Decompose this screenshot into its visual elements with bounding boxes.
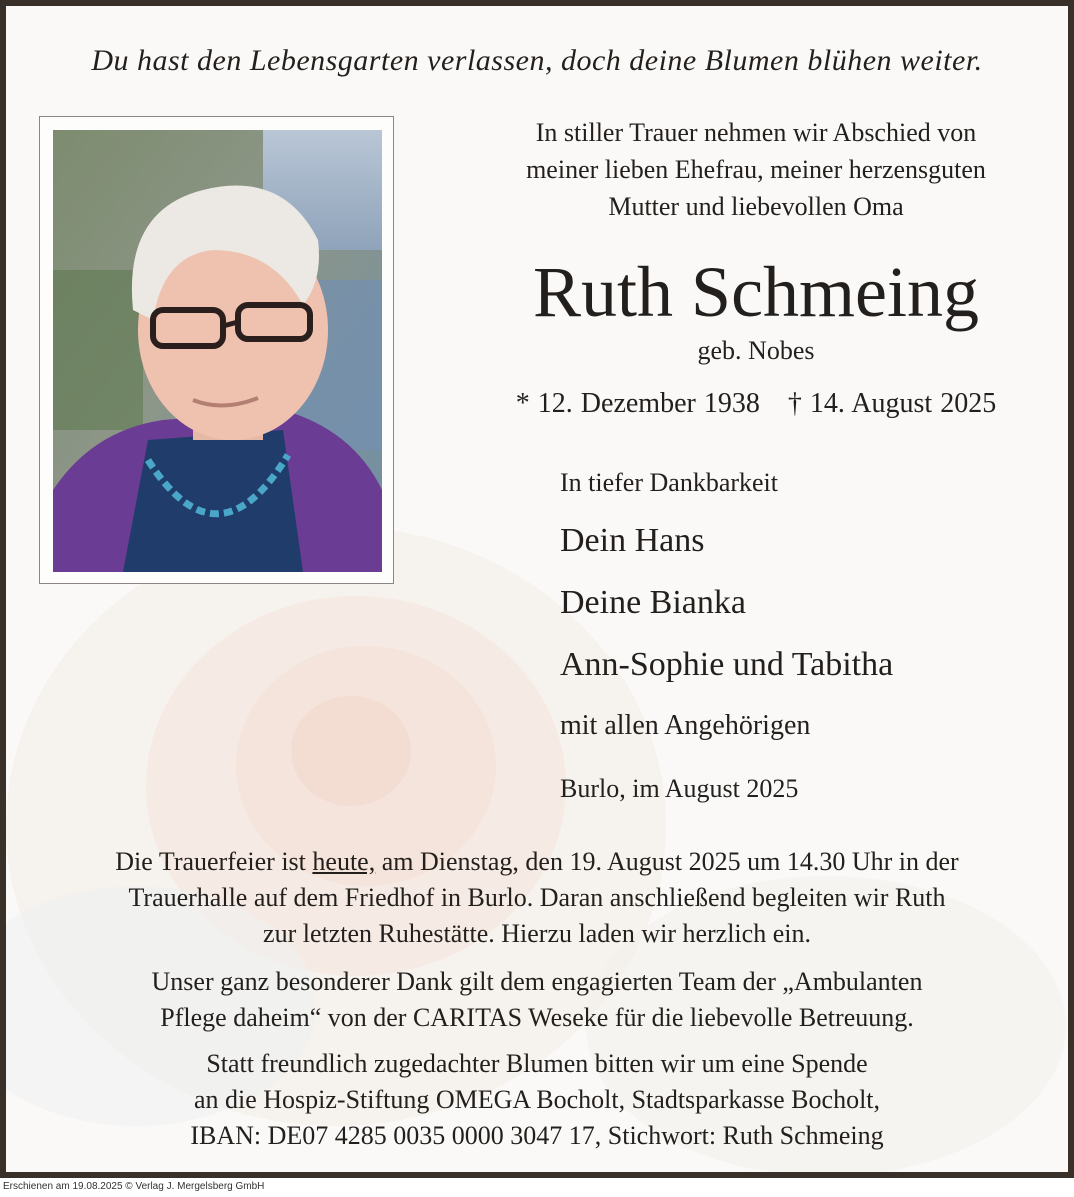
mourner-name: Deine Bianka: [560, 584, 746, 621]
funeral-line: zur letzten Ruhestätte. Hierzu laden wir herzlich ein.: [263, 919, 811, 948]
donation-note: [6, 1046, 1068, 1154]
funeral-line: Trauerhalle auf dem Friedhof in Burlo. Daran anschließend begleiten wir Ruth: [128, 883, 946, 912]
funeral-line1-rest: am Dienstag, den 19. August 2025 um 14.30 Uhr in der: [375, 847, 959, 876]
place-date: Burlo, im August 2025: [560, 774, 799, 803]
funeral-info: [6, 844, 1068, 952]
funeral-today: heute,: [312, 847, 376, 876]
funeral-lead: Die Trauerfeier ist: [115, 847, 313, 876]
gratitude-line: Pflege daheim“ von der CARITAS Weseke für die liebevolle Betreuung.: [160, 1003, 914, 1032]
donation-line: IBAN: DE07 4285 0035 0000 3047 17, Stichwort: Ruth Schmeing: [190, 1121, 884, 1150]
mourner-name: Ann-Sophie und Tabitha: [560, 646, 894, 683]
life-dates: [456, 388, 1056, 420]
birth-name: geb. Nobes: [697, 336, 815, 365]
intro-line: Mutter und liebevollen Oma: [608, 192, 904, 221]
other-relatives: mit allen Angehörigen: [560, 710, 811, 741]
donation-line: Statt freundlich zugedachter Blumen bitten wir um eine Spende: [206, 1049, 868, 1078]
birth-date: * 12. Dezember 1938: [515, 388, 760, 419]
deceased-name: Ruth Schmeing: [533, 252, 979, 332]
portrait-photo: [53, 130, 382, 572]
motto: Du hast den Lebensgarten verlassen, doch deine Blumen blühen weiter.: [91, 44, 983, 77]
thanks-line: In tiefer Dankbarkeit: [560, 468, 779, 497]
intro-line: In stiller Trauer nehmen wir Abschied von: [535, 118, 977, 147]
mourner-name: Dein Hans: [560, 522, 705, 559]
intro-text: [456, 114, 1056, 225]
portrait-frame: [39, 116, 394, 584]
intro-line: meiner lieben Ehefrau, meiner herzensguten: [526, 155, 986, 184]
gratitude-line: Unser ganz besonderer Dank gilt dem engagierten Team der „Ambulanten: [151, 967, 923, 996]
publication-footer: Erschienen am 19.08.2025 © Verlag J. Mergelsberg GmbH: [3, 1181, 265, 1192]
donation-line: an die Hospiz-Stiftung OMEGA Bocholt, Stadtsparkasse Bocholt,: [193, 1085, 881, 1114]
gratitude-note: [6, 964, 1068, 1036]
death-date: † 14. August 2025: [787, 388, 997, 419]
